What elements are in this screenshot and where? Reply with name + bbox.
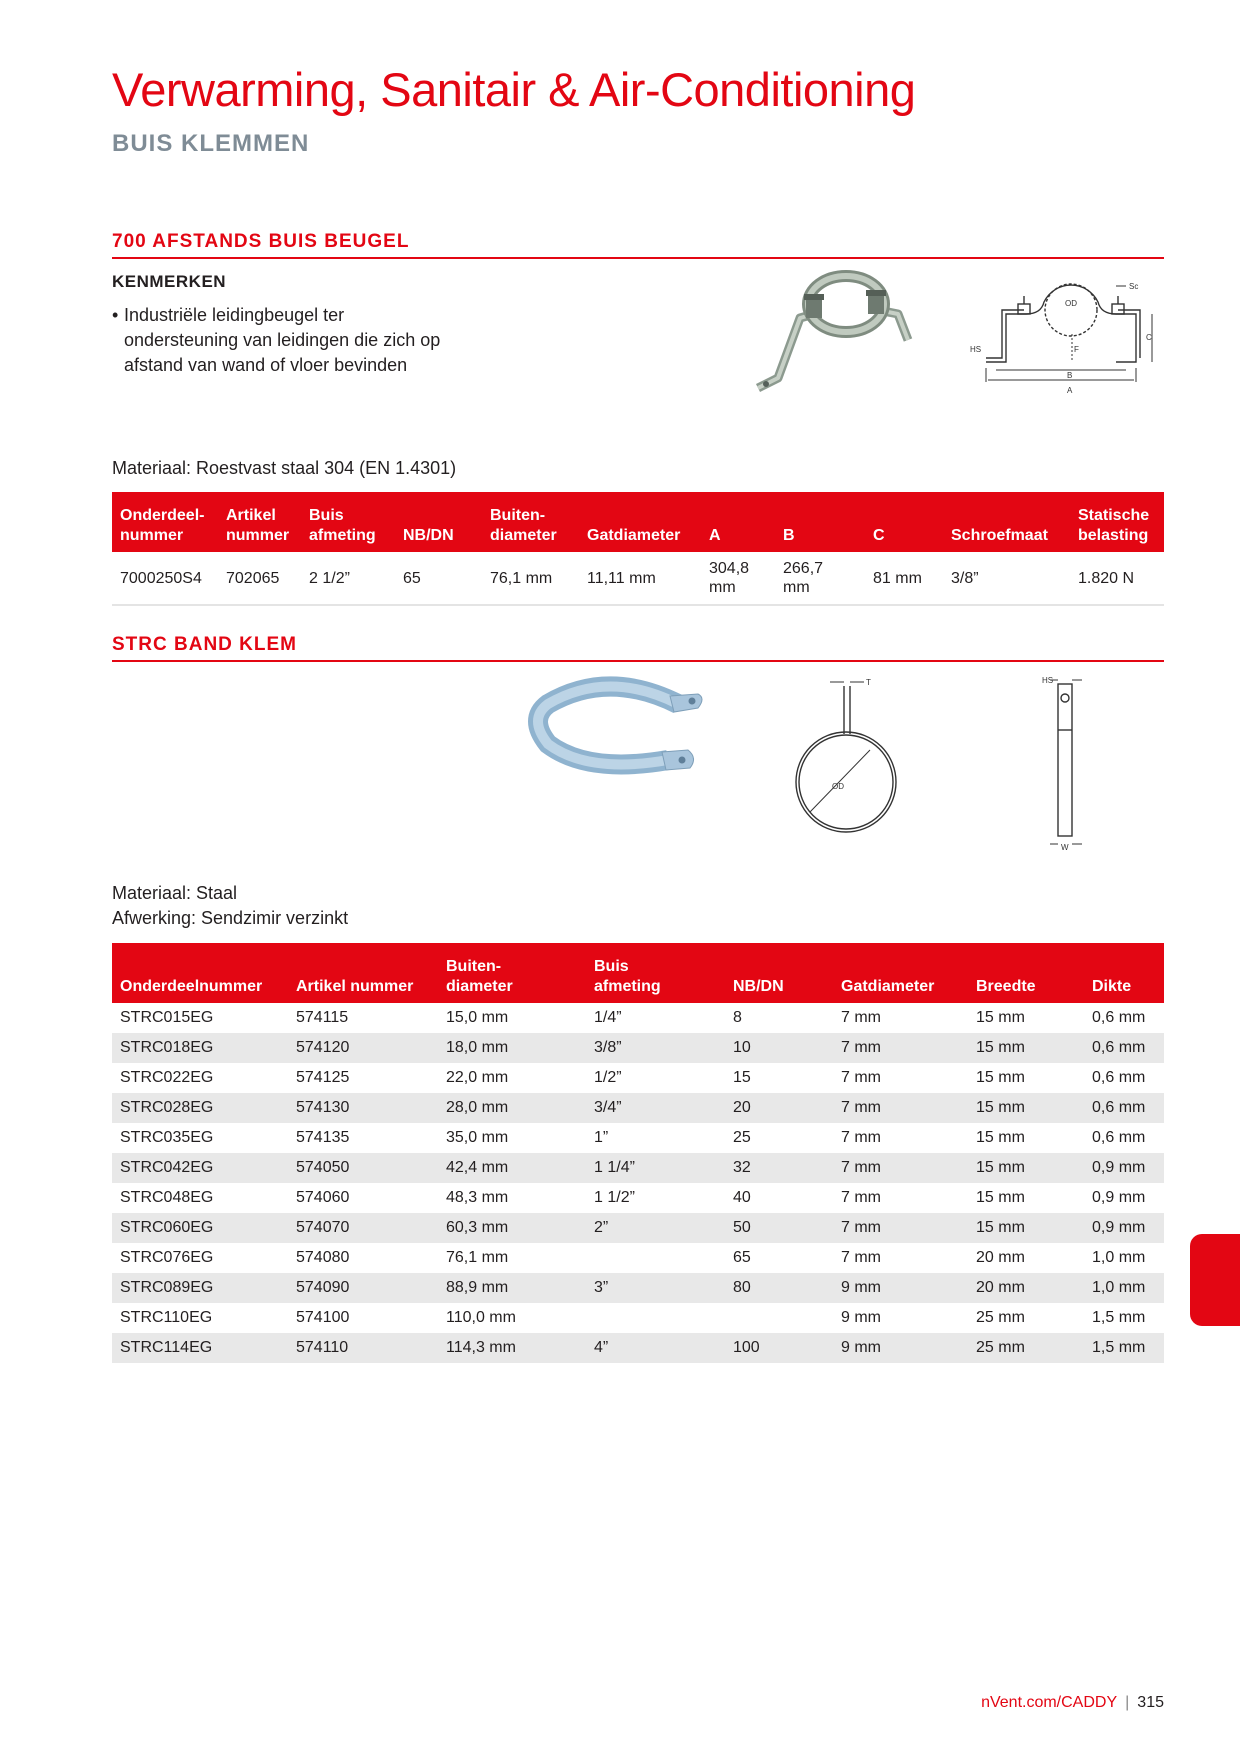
table-cell: 7 mm: [841, 1189, 881, 1206]
table-cell: 65: [733, 1249, 751, 1266]
table-cell: 7 mm: [833, 1213, 968, 1243]
band-klem-photo: [528, 674, 708, 794]
features-list: [112, 303, 454, 378]
table-cell: STRC048EG: [120, 1189, 214, 1206]
table-cell: 1,5 mm: [1084, 1333, 1164, 1363]
table-cell: STRC110EG: [120, 1309, 213, 1326]
table-cell: 7 mm: [841, 1249, 881, 1266]
table-cell: 9 mm: [833, 1333, 968, 1363]
table-cell: 9 mm: [833, 1273, 968, 1303]
table-cell: 25 mm: [968, 1333, 1084, 1363]
table-cell: 76,1 mm: [490, 569, 553, 587]
table-cell: 0,6 mm: [1084, 1033, 1164, 1063]
table-row: [112, 1003, 1164, 1033]
table-cell: 76,1 mm: [446, 1249, 509, 1266]
table-cell: 574080: [296, 1249, 350, 1266]
table-cell: 81 mm: [873, 569, 922, 587]
drawing-label-c: C: [1146, 333, 1152, 342]
table-cell: 3/4”: [586, 1093, 725, 1123]
table-cell: 304,8 mm: [709, 560, 750, 596]
table-cell: STRC042EG: [112, 1153, 288, 1183]
table-cell: 574070: [288, 1213, 438, 1243]
table-cell: 7 mm: [833, 1033, 968, 1063]
afstands-beugel-drawing: [966, 272, 1152, 402]
column-header: NB/DN: [725, 943, 833, 1003]
table-cell: 574125: [296, 1069, 350, 1086]
table-row: [112, 1033, 1164, 1063]
table-cell: 1/2”: [594, 1069, 622, 1086]
table-cell: 9 mm: [841, 1309, 881, 1326]
table-cell: STRC060EG: [112, 1213, 288, 1243]
table-cell: STRC018EG: [112, 1033, 288, 1063]
table-cell: 15: [733, 1069, 751, 1086]
table-cell: STRC015EG: [120, 1009, 214, 1026]
table-row: [112, 1093, 1164, 1123]
column-header: Gatdiameter: [833, 943, 968, 1003]
table-cell: 100: [725, 1333, 833, 1363]
table-cell: 1/4”: [594, 1009, 622, 1026]
table-cell: 0,9 mm: [1084, 1153, 1164, 1183]
table-cell: 7 mm: [841, 1069, 881, 1086]
table-cell: [586, 1243, 725, 1273]
table-cell: 42,4 mm: [438, 1153, 586, 1183]
drawing-label-od: OD: [1065, 299, 1077, 308]
column-header: Breedte: [968, 943, 1084, 1003]
table-row: [112, 1243, 1164, 1273]
column-header: Gatdiameter: [579, 492, 701, 552]
table-cell: 1,0 mm: [1092, 1249, 1146, 1266]
table-cell: 574115: [296, 1009, 349, 1026]
material-text-1: Materiaal: Roestvast staal 304 (EN 1.4301): [112, 458, 457, 478]
table-cell: 15,0 mm: [446, 1009, 509, 1026]
table-row: [112, 552, 1164, 605]
table-cell: 7 mm: [841, 1009, 881, 1026]
table-row: [112, 1213, 1164, 1243]
table-cell: 0,6 mm: [1092, 1129, 1146, 1146]
table-cell: 11,11 mm: [587, 569, 656, 587]
table-cell: STRC089EG: [112, 1273, 288, 1303]
column-header: Buiten- diameter: [438, 943, 586, 1003]
table-cell: 0,9 mm: [1084, 1213, 1164, 1243]
column-header: A: [701, 492, 775, 552]
footer: [981, 1694, 1164, 1712]
table-row: [112, 1183, 1164, 1213]
table-cell: 35,0 mm: [446, 1129, 509, 1146]
table-cell: 25 mm: [976, 1309, 1025, 1326]
table-cell: 574120: [288, 1033, 438, 1063]
table-cell: 7000250S4: [120, 569, 202, 587]
table-cell: 15 mm: [976, 1069, 1025, 1086]
table-cell: 15 mm: [976, 1009, 1025, 1026]
column-header: B: [775, 492, 865, 552]
table-cell: 60,3 mm: [438, 1213, 586, 1243]
column-header: Statische belasting: [1070, 492, 1164, 552]
drawing-label-sc: Sc: [1129, 282, 1139, 291]
table-cell: 15 mm: [976, 1189, 1025, 1206]
section-title-afstands-beugel: 700 AFSTANDS BUIS BEUGEL: [112, 231, 1164, 259]
footer-separator: |: [1125, 1694, 1130, 1711]
table-cell: 1”: [594, 1129, 609, 1146]
drawing-label-w: W: [1061, 843, 1069, 852]
table-cell: 88,9 mm: [438, 1273, 586, 1303]
table-row: [112, 1273, 1164, 1303]
table-cell: 28,0 mm: [438, 1093, 586, 1123]
table-cell: 50: [725, 1213, 833, 1243]
table-cell: STRC114EG: [112, 1333, 288, 1363]
table-cell: 8: [733, 1009, 742, 1026]
finish-text: Afwerking: Sendzimir verzinkt: [112, 908, 349, 928]
table-cell: 574060: [296, 1189, 350, 1206]
table-row: [112, 1303, 1164, 1333]
table-cell: 110,0 mm: [446, 1309, 516, 1326]
column-header: Buis afmeting: [586, 943, 725, 1003]
column-header: Artikel nummer: [288, 943, 438, 1003]
column-header: Schroefmaat: [943, 492, 1070, 552]
table-cell: 15 mm: [968, 1153, 1084, 1183]
feature-item: • Industriële leidingbeugel ter ondersteuning van leidingen die zich op afstand van wand of vloer bevinden: [112, 303, 454, 378]
table-cell: 3/8”: [951, 569, 979, 587]
table-cell: 1.820 N: [1078, 569, 1135, 587]
table-cell: 0,6 mm: [1092, 1009, 1146, 1026]
table-cell: [586, 1303, 725, 1333]
table-cell: 574090: [288, 1273, 438, 1303]
table-row: [112, 1123, 1164, 1153]
drawing-label-ring-od: OD: [832, 782, 844, 791]
column-header: C: [865, 492, 943, 552]
material-text-2: Materiaal: Staal: [112, 883, 238, 903]
table-cell: 7 mm: [841, 1129, 881, 1146]
table-cell: 20 mm: [968, 1273, 1084, 1303]
table-cell: 574110: [288, 1333, 438, 1363]
drawing-label-b: B: [1067, 371, 1073, 380]
table-cell: 22,0 mm: [446, 1069, 509, 1086]
afstands-beugel-photo: [748, 270, 928, 400]
table-cell: 80: [725, 1273, 833, 1303]
table-row: [112, 1333, 1164, 1363]
table-cell: 114,3 mm: [438, 1333, 586, 1363]
table-cell: 1 1/4”: [586, 1153, 725, 1183]
table-cell: 65: [403, 569, 421, 587]
table-cell: 266,7 mm: [783, 560, 824, 596]
table-cell: 2”: [586, 1213, 725, 1243]
table-cell: 702065: [226, 569, 280, 587]
table-cell: 1,0 mm: [1084, 1273, 1164, 1303]
table-cell: STRC022EG: [120, 1069, 214, 1086]
table-cell: 15 mm: [968, 1033, 1084, 1063]
footer-url[interactable]: nVent.com/CADDY: [981, 1694, 1118, 1711]
column-header: Onderdeel- nummer: [112, 492, 218, 552]
table-cell: 0,6 mm: [1092, 1069, 1146, 1086]
table-cell: 25: [733, 1129, 751, 1146]
page-subtitle: BUIS KLEMMEN: [112, 130, 310, 157]
drawing-label-t: T: [866, 678, 871, 687]
band-klem-table: [112, 943, 1164, 1363]
table-cell: 1 1/2”: [594, 1189, 635, 1206]
afstands-beugel-table: [112, 492, 1164, 606]
table-cell: 40: [733, 1189, 751, 1206]
column-header: Dikte: [1084, 943, 1164, 1003]
table-row: [112, 1063, 1164, 1093]
column-header: NB/DN: [395, 492, 482, 552]
table-cell: 3/8”: [586, 1033, 725, 1063]
drawing-label-f: F: [1074, 345, 1079, 354]
table-row: [112, 1153, 1164, 1183]
table-cell: 0,9 mm: [1092, 1189, 1146, 1206]
table-cell: 15 mm: [968, 1093, 1084, 1123]
table-cell: 7 mm: [833, 1153, 968, 1183]
features-heading: KENMERKEN: [112, 272, 227, 291]
table-cell: 3”: [586, 1273, 725, 1303]
table-cell: 0,6 mm: [1084, 1093, 1164, 1123]
chapter-tab: [1190, 1234, 1240, 1326]
table-cell: 20: [725, 1093, 833, 1123]
table-cell: STRC035EG: [120, 1129, 214, 1146]
table-cell: 20 mm: [976, 1249, 1025, 1266]
section-title-band-klem: STRC BAND KLEM: [112, 634, 1164, 662]
table-cell: STRC076EG: [120, 1249, 214, 1266]
table-cell: 574050: [288, 1153, 438, 1183]
column-header: Onderdeelnummer: [112, 943, 288, 1003]
drawing-label-side-hs: HS: [1042, 676, 1054, 685]
table-cell: 574100: [296, 1309, 350, 1326]
table-cell: STRC028EG: [112, 1093, 288, 1123]
table-cell: 7 mm: [833, 1093, 968, 1123]
table-cell: 1,5 mm: [1092, 1309, 1146, 1326]
column-header: Buiten- diameter: [482, 492, 579, 552]
column-header: Buis afmeting: [301, 492, 395, 552]
page-title: Verwarming, Sanitair & Air-Conditioning: [112, 63, 916, 116]
table-cell: 574130: [288, 1093, 438, 1123]
table-cell: 15 mm: [968, 1213, 1084, 1243]
table-cell: 15 mm: [976, 1129, 1025, 1146]
table-cell: 4”: [586, 1333, 725, 1363]
band-klem-ring-drawing: [790, 672, 910, 842]
table-cell: [725, 1303, 833, 1333]
table-cell: 2 1/2”: [309, 569, 350, 587]
column-header: Artikel nummer: [218, 492, 301, 552]
page-number: 315: [1137, 1694, 1164, 1711]
table-cell: 10: [725, 1033, 833, 1063]
band-klem-side-drawing: [1036, 670, 1096, 850]
table-cell: 48,3 mm: [446, 1189, 509, 1206]
drawing-label-hs: HS: [970, 345, 982, 354]
table-cell: 18,0 mm: [438, 1033, 586, 1063]
table-cell: 574135: [296, 1129, 350, 1146]
table-cell: 32: [725, 1153, 833, 1183]
drawing-label-a: A: [1067, 386, 1073, 395]
